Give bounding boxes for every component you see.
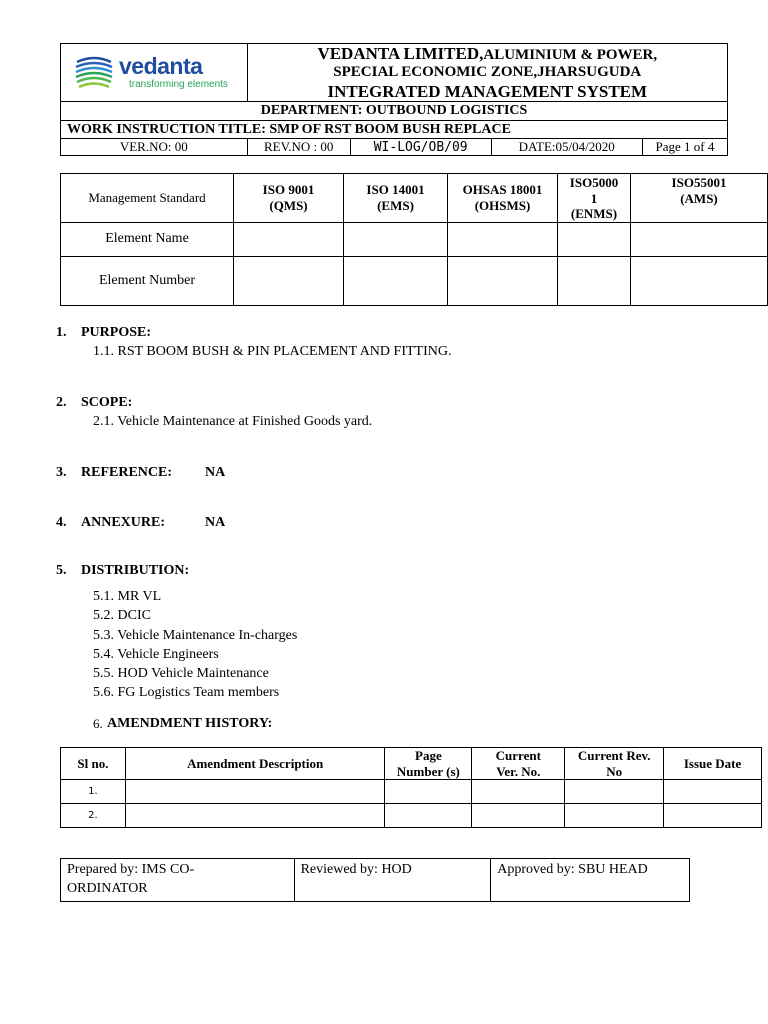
distribution-list [93, 587, 297, 703]
section-title: REFERENCE: [81, 465, 173, 480]
element-name-cell [234, 222, 344, 256]
company-title-cell [247, 44, 727, 102]
standard-iso50001: ISO5000 1 (ENMS) [558, 174, 631, 223]
row-number: 2. [61, 804, 126, 828]
section-title: PURPOSE: [81, 325, 151, 340]
header-amendment-description: Amendment Description [125, 748, 385, 780]
list-item: 5.3. Vehicle Maintenance In-charges [93, 627, 298, 643]
list-item: 5.5. HOD Vehicle Maintenance [93, 666, 269, 682]
section-number: 2. [56, 395, 67, 410]
table-row [61, 780, 762, 804]
prepared-by: Prepared by: IMS CO- ORDINATOR [61, 859, 295, 902]
element-number-label: Element Number [61, 256, 234, 305]
section-title: DISTRIBUTION: [81, 563, 190, 578]
element-name-cell [558, 222, 631, 256]
company-division: ALUMINIUM & POWER, [483, 47, 658, 63]
table-cell [472, 804, 565, 828]
management-standard-label: Management Standard [61, 174, 234, 223]
table-cell [664, 804, 762, 828]
section-value: NA [205, 515, 226, 530]
list-item: 5.6. FG Logistics Team members [93, 685, 280, 701]
section-title: AMENDMENT HISTORY: [107, 716, 273, 731]
list-item: 5.1. MR VL [93, 589, 162, 604]
section-number: 4. [56, 515, 67, 530]
section-title: SCOPE: [81, 395, 133, 410]
element-number-cell [631, 256, 768, 305]
header-page-number: Page Number (s) [385, 748, 472, 780]
table-cell [472, 780, 565, 804]
logo-name: vedanta [119, 53, 203, 80]
page-number: Page 1 of 4 [642, 139, 727, 156]
company-name: VEDANTA LIMITED, [317, 44, 484, 63]
table-cell [385, 804, 472, 828]
section-item: 2.1. Vehicle Maintenance at Finished Goods yard. [93, 414, 373, 429]
list-item: 5.4. Vehicle Engineers [93, 646, 219, 662]
table-cell [565, 804, 664, 828]
section-number: 1. [56, 325, 67, 340]
section-title: ANNEXURE: [81, 515, 165, 530]
logo-cell [61, 44, 248, 102]
company-location: SPECIAL ECONOMIC ZONE,JHARSUGUDA [333, 64, 642, 81]
version-number: VER.NO: 00 [61, 139, 248, 156]
document-header [60, 43, 728, 156]
document-date: DATE:05/04/2020 [491, 139, 642, 156]
header-issue-date: Issue Date [664, 748, 762, 780]
element-name-cell [448, 222, 558, 256]
element-name-label: Element Name [61, 222, 234, 256]
section-value: NA [205, 465, 226, 480]
management-standard-table [60, 173, 768, 306]
list-item: 5.2. DCIC [93, 608, 151, 624]
department-title: DEPARTMENT: OUTBOUND LOGISTICS [61, 102, 728, 121]
approved-by: Approved by: SBU HEAD [491, 859, 690, 902]
section-item: 1.1. RST BOOM BUSH & PIN PLACEMENT AND FITTING. [93, 344, 452, 359]
standard-iso14001: ISO 14001 (EMS) [344, 174, 448, 223]
element-name-cell [344, 222, 448, 256]
table-cell [565, 780, 664, 804]
standard-iso9001: ISO 9001 (QMS) [234, 174, 344, 223]
work-instruction-title: WORK INSTRUCTION TITLE: SMP OF RST BOOM BUSH REPLACE [61, 121, 728, 139]
vedanta-logo [61, 54, 247, 92]
signoff-table [60, 858, 690, 902]
table-cell [385, 780, 472, 804]
section-number: 3. [56, 465, 67, 480]
section-number: 5. [56, 563, 67, 578]
system-title: INTEGRATED MANAGEMENT SYSTEM [327, 81, 648, 101]
row-number: 1. [61, 780, 126, 804]
element-number-cell [344, 256, 448, 305]
table-cell [125, 804, 385, 828]
header-current-ver: Current Ver. No. [472, 748, 565, 780]
table-row [61, 804, 762, 828]
element-name-cell [631, 222, 768, 256]
table-cell [664, 780, 762, 804]
section-number: 6. [93, 716, 103, 731]
document-code: WI-LOG/OB/09 [350, 139, 491, 156]
element-number-cell [234, 256, 344, 305]
revision-number: REV.NO : 00 [247, 139, 350, 156]
logo-tagline: transforming elements [129, 79, 228, 91]
amendment-history-table [60, 747, 762, 828]
header-sl-no: Sl no. [61, 748, 126, 780]
wave-logo-icon [73, 54, 115, 92]
element-number-cell [558, 256, 631, 305]
header-current-rev: Current Rev. No [565, 748, 664, 780]
element-number-cell [448, 256, 558, 305]
standard-ohsas18001: OHSAS 18001 (OHSMS) [448, 174, 558, 223]
table-cell [125, 780, 385, 804]
standard-iso55001: ISO55001 (AMS) [631, 174, 768, 223]
reviewed-by: Reviewed by: HOD [294, 859, 491, 902]
